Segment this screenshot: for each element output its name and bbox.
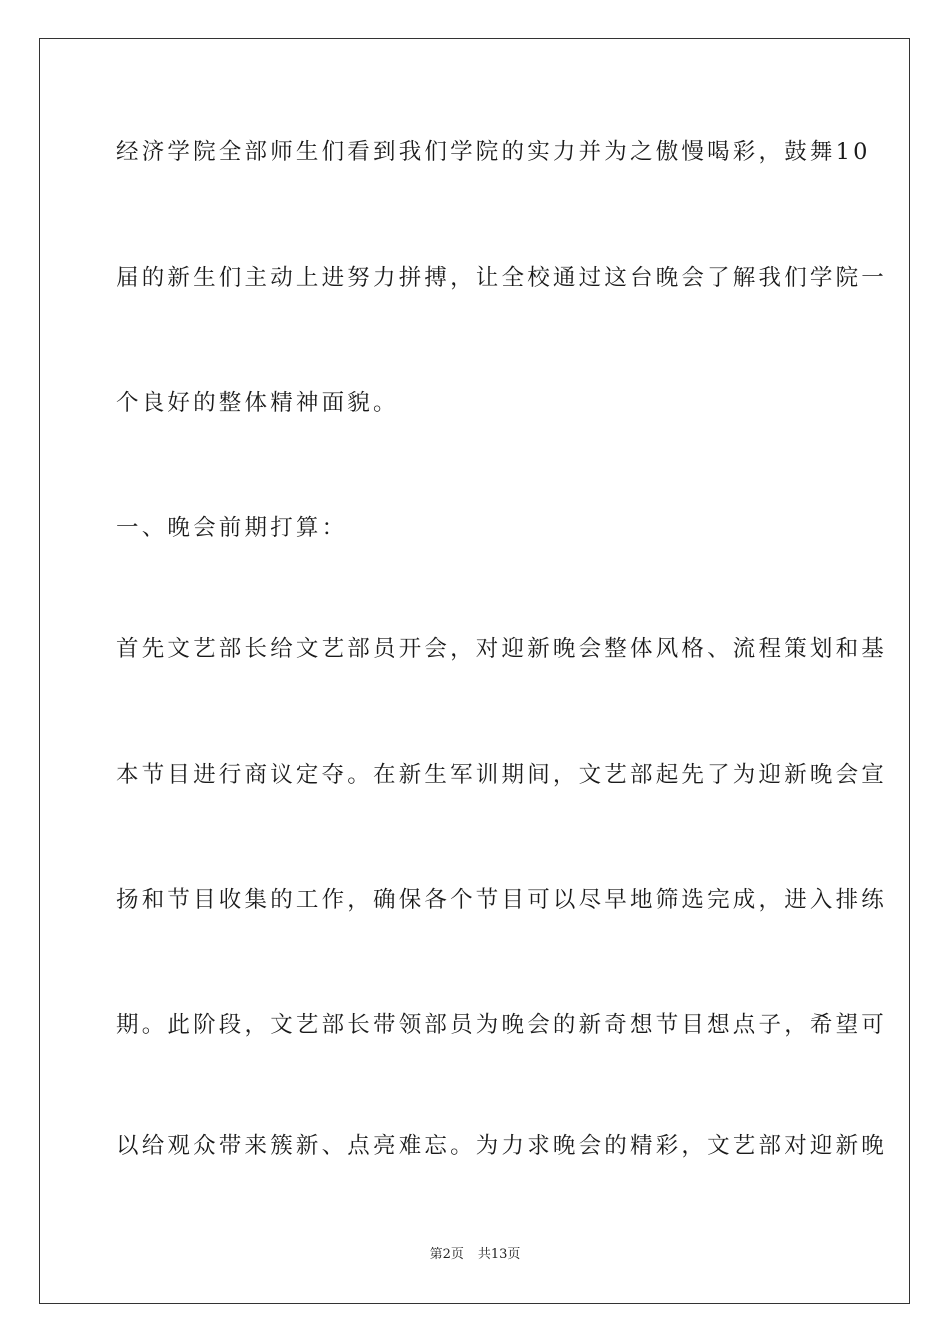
- page-number: 第2页: [429, 1247, 464, 1262]
- body-text-line: 本节目进行商议定夺。在新生军训期间，文艺部起先了为迎新晚会宣: [116, 762, 888, 788]
- body-text-line: 届的新生们主动上进努力拼搏，让全校通过这台晚会了解我们学院一: [116, 265, 888, 291]
- body-text-line: 经济学院全部师生们看到我们学院的实力并为之傲慢喝彩，鼓舞10: [116, 139, 871, 165]
- body-text-line: 首先文艺部长给文艺部员开会，对迎新晚会整体风格、流程策划和基: [116, 636, 888, 662]
- body-text-line: 扬和节目收集的工作，确保各个节目可以尽早地筛选完成，进入排练: [116, 887, 888, 913]
- body-text-line: 个良好的整体精神面貌。: [116, 390, 399, 416]
- section-heading: 一、晚会前期打算：: [116, 515, 348, 541]
- body-text-line: 以给观众带来簇新、点亮难忘。为力求晚会的精彩，文艺部对迎新晚: [116, 1133, 888, 1159]
- page-border: [39, 38, 910, 1304]
- page-footer: [0, 1246, 950, 1264]
- body-text-line: 期。此阶段，文艺部长带领部员为晚会的新奇想节目想点子，希望可: [116, 1012, 888, 1038]
- page-total: 共13页: [477, 1247, 521, 1262]
